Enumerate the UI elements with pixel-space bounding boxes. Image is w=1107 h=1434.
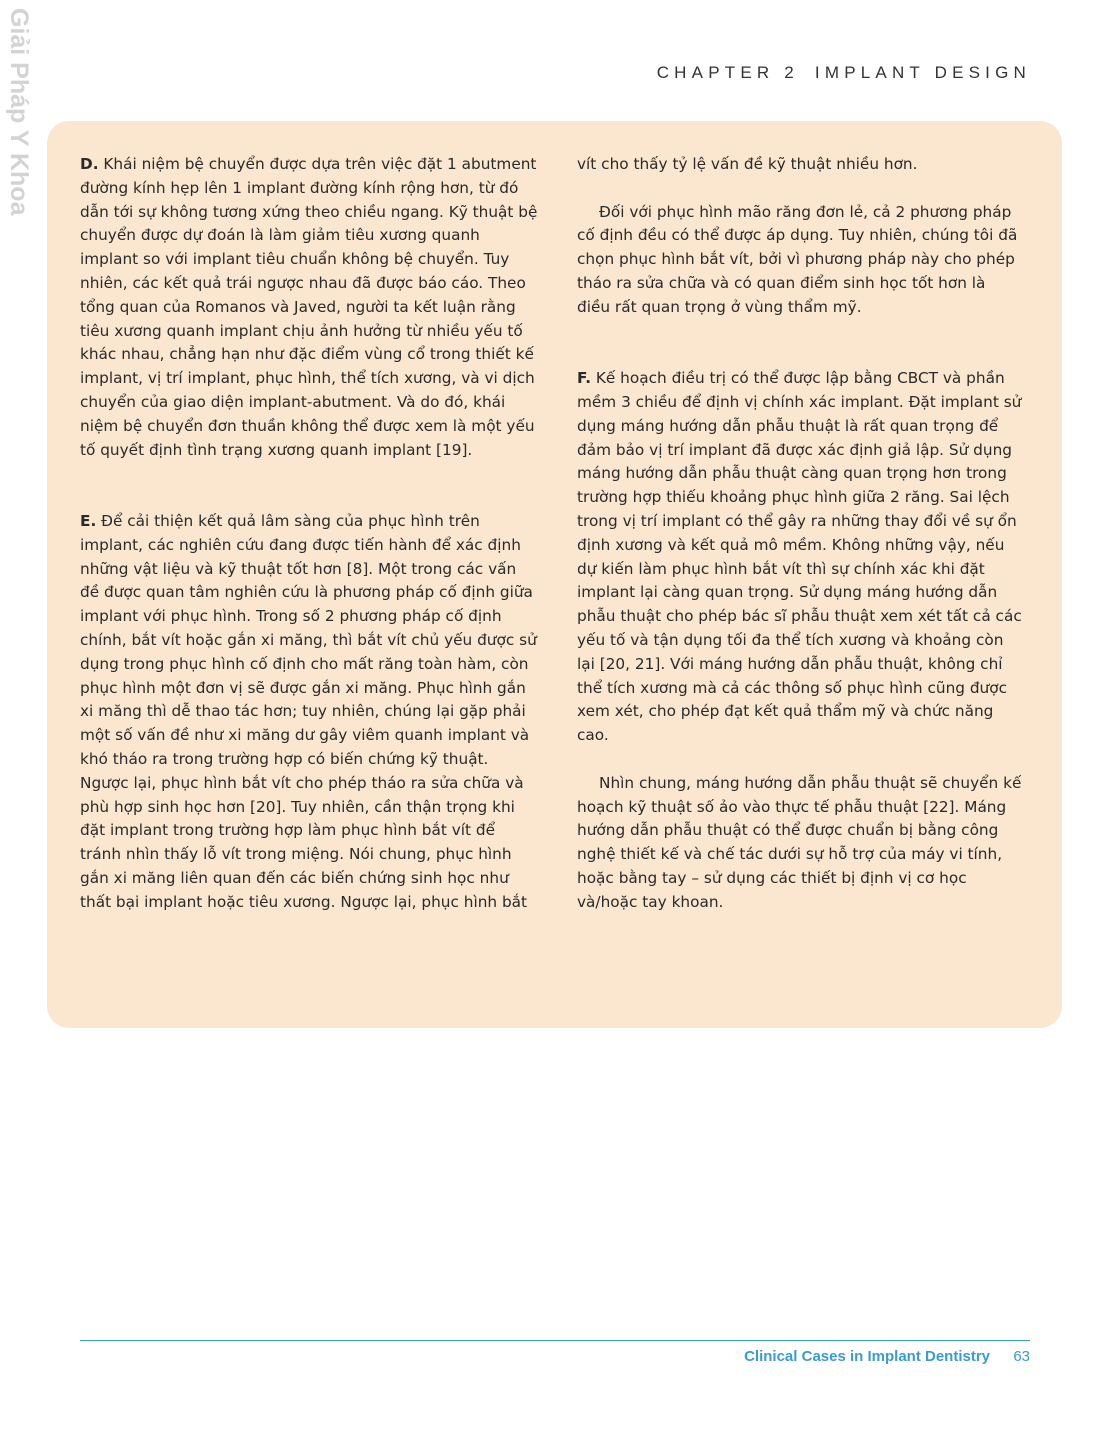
section-e-paragraph — [80, 510, 538, 915]
single-crown-paragraph: Đối với phục hình mão răng đơn lẻ, cả 2 phương pháp cố định đều có thể được áp dụng. Tuy nhiên, chúng tôi đã chọn phục hình bắt vít, bởi vì phương pháp này cho phép tháo ra sửa chữa và có quan điểm sinh học tốt hơn là điều rất quan trọng ở vùng thẩm mỹ. — [577, 202, 1018, 316]
chapter-header — [657, 63, 1031, 83]
right-column — [577, 153, 1022, 915]
continuation-paragraph: vít cho thấy tỷ lệ vấn đề kỹ thuật nhiều hơn. — [577, 155, 918, 173]
section-f-text: Kế hoạch điều trị có thể được lập bằng CBCT và phần mềm 3 chiều để định vị chính xác implant. Đặt implant sử dụng máng hướng dẫn phẫu thuật là rất quan trọng để đảm bảo vị trí implant đã được xác định giả lập. Sử dụng máng hướng dẫn phẫu thuật càng quan trọng hơn trong trường hợp thiếu khoảng phục hình giữa 2 răng. Sai lệch trong vị trí implant có thể gây ra những thay đổi về sự ổn định xương và kết quả mô mềm. Không những vậy, nếu dự kiến làm phục hình bắt vít thì sự chính xác khi đặt implant lại càng quan trọng. Sử dụng máng hướng dẫn phẫu thuật cho phép bác sĩ phẫu thuật xem xét tất cả các yếu tố và tận dụng tối đa thể tích xương và khoảng còn lại [20, 21]. Với máng hướng dẫn phẫu thuật, không chỉ thể tích xương mà cả các thông số phục hình cũng được xem xét, cho phép đạt kết quả thẩm mỹ và chức năng cao. — [577, 369, 1022, 745]
left-column — [80, 153, 538, 915]
footer-divider — [80, 1340, 1030, 1341]
section-e-text: Để cải thiện kết quả lâm sàng của phục hình trên implant, các nghiên cứu đang được tiến hành để xác định những vật liệu và kỹ thuật tốt hơn [8]. Một trong các vấn đề được quan tâm nghiên cứu là phương pháp cố định giữa implant với phục hình. Trong số 2 phương pháp cố định chính, bắt vít hoặc gắn xi măng, thì bắt vít chủ yếu được sử dụng trong phục hình cố định cho mất răng toàn hàm, còn phục hình một đơn vị sẽ được gắn xi măng. Phục hình gắn xi măng thì dễ thao tác hơn; tuy nhiên, chúng lại gặp phải một số vấn đề như xi măng dư gây viêm quanh implant và khó tháo ra trong trường hợp có biến chứng kỹ thuật. Ngược lại, phục hình bắt vít cho phép tháo ra sửa chữa và phù hợp sinh học hơn [20]. Tuy nhiên, cần thận trọng khi đặt implant trong trường hợp làm phục hình bắt vít để tránh nhìn thấy lỗ vít trong miệng. Nói chung, phục hình gắn xi măng liên quan đến các biến chứng sinh học như thất bại implant hoặc tiêu xương. Ngược lại, phục hình bắt — [80, 511, 537, 911]
section-d-text: Khái niệm bệ chuyển được dựa trên việc đặt 1 abutment đường kính hẹp lên 1 implant đường kính rộng hơn, từ đó dẫn tới sự không tương xứng theo chiều ngang. Kỹ thuật bệ chuyển được dự đoán là làm giảm tiêu xương quanh implant so với implant tiêu chuẩn không bệ chuyển. Tuy nhiên, các kết quả trái ngược nhau đã được báo cáo. Theo tổng quan của Romanos và Javed, người ta kết luận rằng tiêu xương quanh implant chịu ảnh hưởng từ nhiều yếu tố khác nhau, chẳng hạn như đặc điểm vùng cổ trong thiết kế implant, vị trí implant, phục hình, thể tích xương, và vi dịch chuyển của giao diện implant-abutment. Và do đó, khái niệm bệ chuyển đơn thuần không thể được xem là một yếu tố quyết định tình trạng xương quanh implant [19]. — [80, 155, 538, 459]
chapter-number: CHAPTER 2 — [656, 63, 799, 82]
section-d-letter: D. — [80, 155, 99, 173]
section-f-paragraph — [577, 367, 1022, 748]
watermark-text: Giải Pháp Y Khoa — [5, 8, 33, 216]
chapter-title: IMPLANT DESIGN — [814, 63, 1031, 82]
section-d-paragraph — [80, 153, 538, 462]
section-e-letter: E. — [80, 511, 97, 530]
section-f-letter: F. — [577, 369, 592, 388]
footer-book-title: Clinical Cases in Implant Dentistry — [744, 1348, 990, 1365]
overall-paragraph: Nhìn chung, máng hướng dẫn phẫu thuật sẽ chuyển kế hoạch kỹ thuật số ảo vào thực tế phẫu thuật [22]. Máng hướng dẫn phẫu thuật có thể được chuẩn bị bằng công nghệ thiết kế và chế tác dưới sự hỗ trợ của máy vi tính, hoặc bằng tay – sử dụng các thiết bị định vị cơ học và/hoặc tay khoan. — [577, 773, 1022, 911]
footer-page-number: 63 — [1013, 1348, 1030, 1365]
